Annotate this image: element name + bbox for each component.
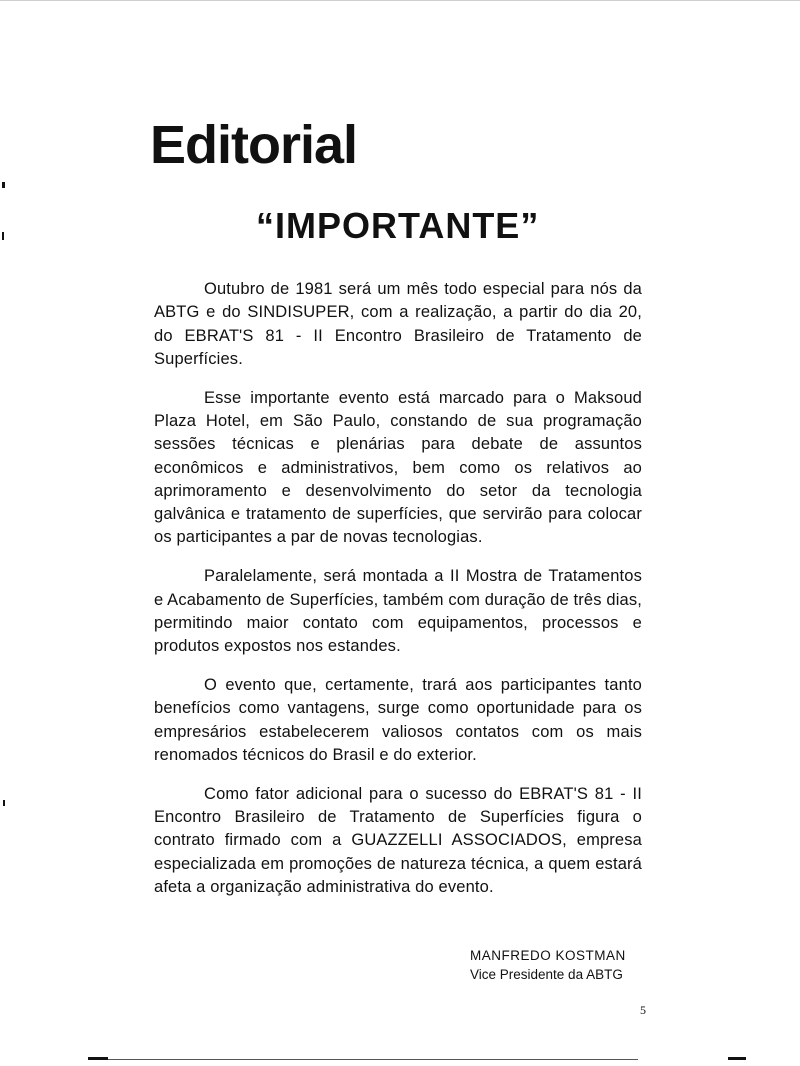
paragraph-5: Como fator adicional para o sucesso do EBRAT'S 81 - II Encontro Brasileiro de Tratamento de Superfícies figura o contrato firmado com a GUAZZELLI ASSOCIADOS, empresa especializada em promoções de natureza técnica, a quem estará afeta a organização administrativa do evento. xyxy=(154,784,642,896)
scan-mark-left-3 xyxy=(3,800,5,806)
scan-mark-bottom-3 xyxy=(728,1057,746,1060)
paragraph-1: Outubro de 1981 será um mês todo especial para nós da ABTG e do SINDISUPER, com a realização, a partir do dia 20, do EBRAT'S 81 - II Encontro Brasileiro de Tratamento de Superfícies. xyxy=(154,280,642,368)
signature-name: MANFREDO KOSTMAN xyxy=(470,948,626,963)
section-heading: Editorial xyxy=(150,115,358,175)
article-body xyxy=(154,278,642,915)
page-top-edge xyxy=(0,0,800,1)
scan-mark-bottom-2 xyxy=(108,1059,638,1060)
article-title: “IMPORTANTE” xyxy=(256,205,540,246)
signature-title: Vice Presidente da ABTG xyxy=(470,967,623,982)
page-number: 5 xyxy=(640,1003,646,1017)
paragraph-2: Esse importante evento está marcado para o Maksoud Plaza Hotel, em São Paulo, constando de sua programação sessões técnicas e plenárias para debate de assuntos econômicos e administrativos, bem como os relativos ao aprimoramento e desenvolvimento do setor da tecnologia galvânica e tratamento de superfícies, que servirão para colocar os participantes a par de novas tecnologias. xyxy=(154,388,642,547)
paragraph-3: Paralelamente, será montada a II Mostra de Tratamentos e Acabamento de Superfícies, também com duração de três dias, permitindo maior contato com equipamentos, processos e produtos expostos nos estandes. xyxy=(154,567,642,656)
scan-mark-bottom-1 xyxy=(88,1057,108,1060)
scan-mark-left-2 xyxy=(2,232,4,240)
scan-mark-left-1 xyxy=(2,182,5,188)
paragraph-4: O evento que, certamente, trará aos participantes tanto benefícios como vantagens, surge como oportunidade para os empresários estabelecerem valiosos contatos com os mais renomados técnicos do Brasil e do exterior. xyxy=(154,675,642,764)
signature-block xyxy=(470,946,626,984)
